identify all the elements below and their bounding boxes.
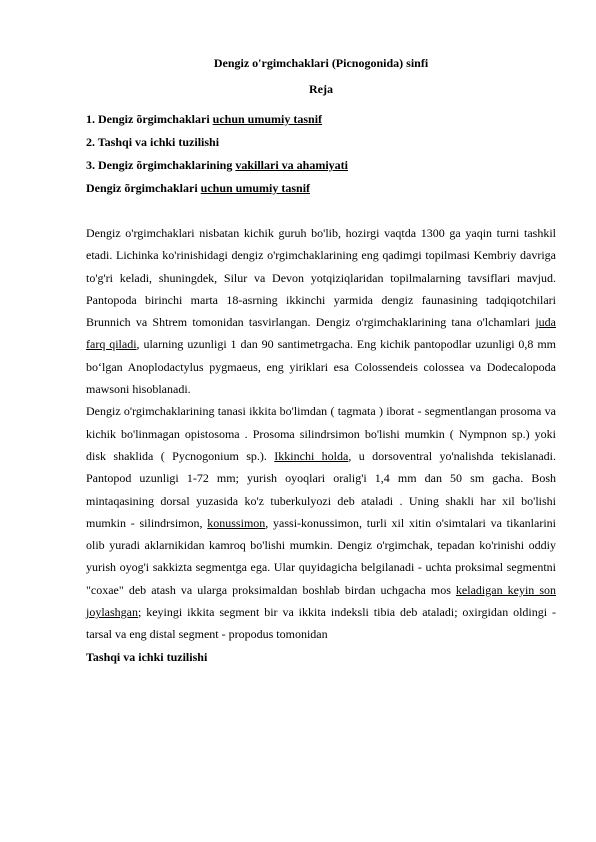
section-heading-1-link[interactable]: uchun umumiy tasnif	[200, 181, 311, 195]
paragraph-2	[86, 400, 556, 645]
paragraph-2-link-keladigan[interactable]: keladigan keyin son joylashgan	[86, 582, 556, 620]
plan-item-1	[86, 108, 556, 131]
paragraph-2-text-c: , yassi-konussimon, turli xil xitin o'simtalari va tikanlarini olib yuradi aklarnikidan kamroq bo'lishi mumkin. Dengiz o'rgimchak, tepadan ko'rinishi oddiy yurish oyog'i sakkizta segmentga ega. Ular quyidagicha belgilanadi - uchta proksimal segmentni "coxae" deb atash va ularga proksimaldan boshlab birdan uchgacha mos	[86, 515, 556, 597]
paragraph-1	[86, 222, 556, 400]
plan-heading: Reja	[309, 82, 333, 96]
section-heading-1-text: Dengiz õrgimchaklari	[86, 181, 201, 195]
paragraph-2-text-a: Dengiz o'rgimchaklarining tanasi ikkita bo'limdan ( tagmata ) iborat - segmentlangan prosoma va kichik bo'linmagan opistosoma . Prosoma silindrsimon bo'lishi mumkin ( Nympnon sp.) yoki disk shaklida ( Pycnogonium sp.).	[86, 404, 556, 463]
plan-item-2-text: 2. Tashqi va ichki tuzilishi	[86, 135, 220, 149]
paragraph-2-link-konussimon[interactable]: konussimon	[207, 515, 266, 530]
plan-item-3-link[interactable]: vakillari va ahamiyati	[235, 158, 349, 172]
paragraph-1-text-b: , ularning uzunligi 1 dan 90 santimetrgacha. Eng kichik pantopodlar uzunligi 0,8 mm bo‘lgan Anoplodactylus pygmaeus, eng yiriklari esa Colossendeis colossea va Dodecalopoda mawsoni hisoblanadi.	[86, 337, 556, 397]
paragraph-2-link-ikkinchi-holda[interactable]: Ikkinchi holda	[274, 448, 349, 463]
plan-item-1-link[interactable]: uchun umumiy tasnif	[212, 112, 323, 126]
paragraph-2-text-d: ; keyingi ikkita segment bir va ikkita indeksli tibia deb ataladi; oxirgidan oldingi - tarsal va eng distal segment - propodus tomonidan	[86, 605, 556, 642]
document-title: Dengiz o'rgimchaklari (Picnogonida) sinfi	[213, 56, 429, 70]
plan-item-3-text: 3. Dengiz õrgimchaklarining	[86, 158, 236, 172]
plan-item-3	[86, 154, 556, 177]
paragraph-1-text-a: Dengiz o'rgimchaklari nisbatan kichik guruh bo'lib, hozirgi vaqtda 1300 ga yaqin turni tashkil etadi. Lichinka ko'rinishidagi dengiz o'rgimchaklarining eng qadimgi topilmasi Kembriy davriga to'g'ri keladi, shuningdek, Silur va Devon yotqiziqlaridan topilmalarning tavsiflari mavjud. Pantopoda birinchi marta 18-asrning ikkinchi yarmida dengiz faunasining tadqiqotchilari Brunnich va Shtrem tomonidan tasvirlangan. Dengiz o'rgimchaklarining tana o'lchamlari	[86, 226, 556, 330]
paragraph-1-link-juda-farq-qiladi[interactable]: juda farq qiladi	[86, 315, 556, 352]
section-heading-1	[86, 177, 556, 200]
paragraph-2-text-b: , u dorsoventral yo'nalishda tekislanadi. Pantopod uzunligi 1-72 mm; yurish oyoqlari oralig'i 1,4 mm dan 50 sm gacha. Bosh mintaqasining dorsal yuzasida ko'z tuberkulyozi deb ataladi . Uning shakli har xil bo'lishi mumkin - silindrsimon,	[86, 448, 557, 530]
section-heading-2: Tashqi va ichki tuzilishi	[86, 649, 208, 664]
plan-item-1-text: 1. Dengiz õrgimchaklari	[86, 112, 213, 126]
document-page	[86, 56, 556, 669]
plan-item-2	[86, 131, 556, 154]
